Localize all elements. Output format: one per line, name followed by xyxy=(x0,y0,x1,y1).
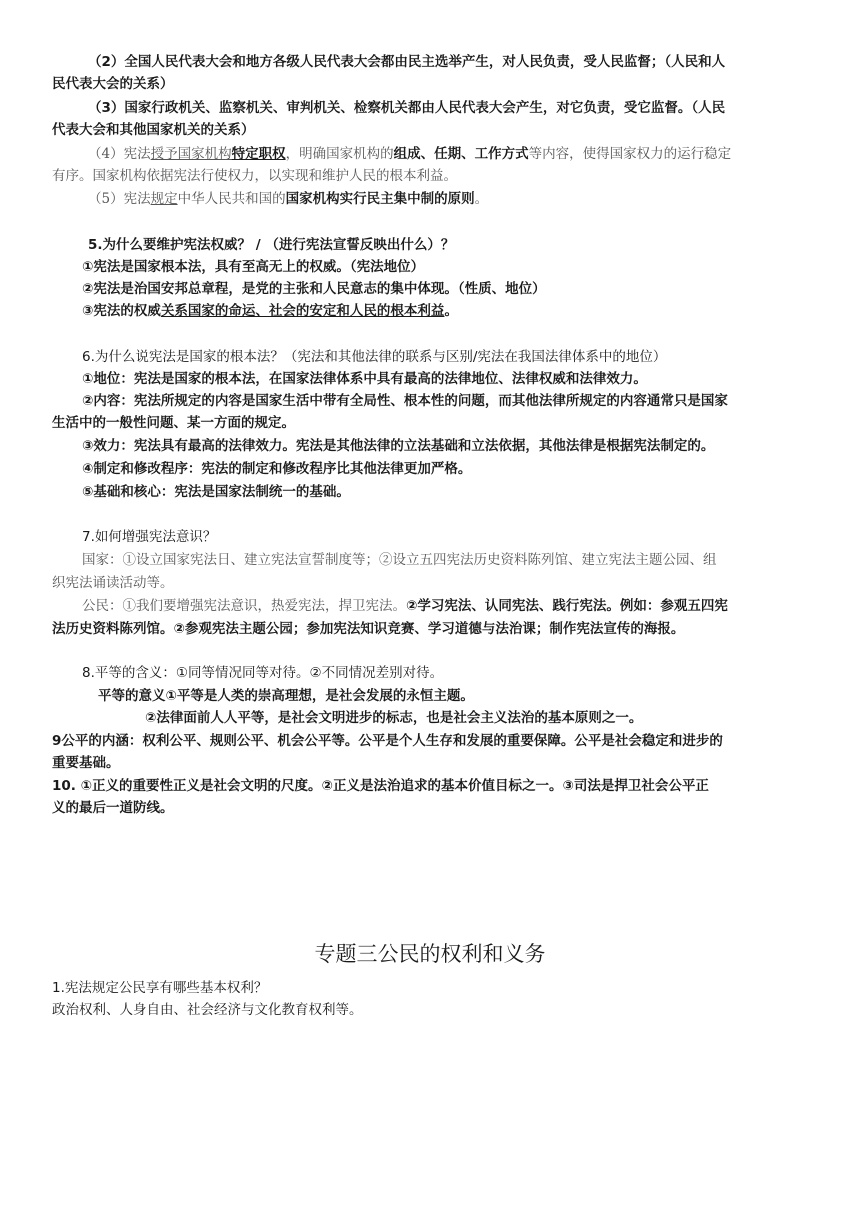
text-span: 中华人民共和国的 xyxy=(177,191,286,207)
q6-item-3: ③效力：宪法具有最高的法律效力。宪法是其他法律的立法基础和立法依据，其他法律是根据宪法制定的。 xyxy=(82,438,715,454)
q7-state-line-2: 织宪法诵读活动等。 xyxy=(52,575,174,591)
q8-line-1: 8.平等的含义：①同等情况同等对待。②不同情况差别对待。 xyxy=(82,665,444,681)
q5-heading: 5.为什么要维护宪法权威？ / （进行宪法宣誓反映出什么）？ xyxy=(88,237,455,253)
q6-item-5: ⑤基础和核心：宪法是国家法制统一的基础。 xyxy=(82,484,350,500)
paragraph-2-line-2: 民代表大会的关系） xyxy=(52,76,174,92)
text-span: （5）宪法 xyxy=(88,191,151,207)
text-span: ，明确国家机构的 xyxy=(285,146,394,162)
q5-item-2: ②宪法是治国安邦总章程，是党的主张和人民意志的集中体现。（性质、地位） xyxy=(82,281,546,297)
q8-line-3: ②法律面前人人平等，是社会文明进步的标志，也是社会主义法治的基本原则之一。 xyxy=(145,710,643,726)
topic-3-question-1: 1.宪法规定公民享有哪些基本权利？ xyxy=(52,980,268,996)
text-span: 等内容，使得国家权力的运行稳定 xyxy=(528,146,732,162)
q7-citizen-line-1 xyxy=(52,595,812,617)
q7-heading: 7.如何增强宪法意识？ xyxy=(82,529,217,545)
q9-line-2: 重要基础。 xyxy=(52,755,120,771)
q6-item-4: ④制定和修改程序：宪法的制定和修改程序比其他法律更加严格。 xyxy=(82,461,472,477)
underlined-text: 关系国家的命运、社会的安定和人民的根本利益 xyxy=(160,303,445,319)
q7-state-line-1: 国家：①设立国家宪法日、建立宪法宣誓制度等；②设立五四宪法历史资料陈列馆、建立宪法主题公园、组 xyxy=(82,552,717,568)
topic-3-answer-1: 政治权利、人身自由、社会经济与文化教育权利等。 xyxy=(52,1002,363,1018)
q5-item-1: ①宪法是国家根本法，具有至高无上的权威。（宪法地位） xyxy=(82,259,425,275)
paragraph-3-line-1: （3）国家行政机关、监察机关、审判机关、检察机关都由人民代表大会产生，对它负责，受它监督。（人民 xyxy=(88,100,726,116)
text-span: ③宪法的权威 xyxy=(82,303,161,319)
text-span: 公民：①我们要增强宪法意识，热爱宪法，捍卫宪法。 xyxy=(82,598,406,614)
bold-text: 组成、任期、工作方式 xyxy=(393,146,529,162)
q6-item-1: ①地位：宪法是国家的根本法，在国家法律体系中具有最高的法律地位、法律权威和法律效力。 xyxy=(82,371,647,387)
q6-heading: 6.为什么说宪法是国家的根本法？（宪法和其他法律的联系与区别/宪法在我国法律体系中的地位） xyxy=(82,349,667,365)
q6-item-2-line-2: 生活中的一般性问题、某一方面的规定。 xyxy=(52,415,295,431)
text-span: 。 xyxy=(474,191,489,207)
topic-3-title: 专题三公民的权利和义务 xyxy=(314,942,546,966)
text-span: 。 xyxy=(444,303,458,319)
paragraph-4-line-1 xyxy=(52,143,812,165)
q8-line-2: 平等的意义①平等是人类的崇高理想，是社会发展的永恒主题。 xyxy=(98,688,474,704)
q10-line-1: 10. ①正义的重要性正义是社会文明的尺度。②正义是法治追求的基本价值目标之一。③司法是捍卫社会公平正 xyxy=(52,778,709,794)
paragraph-5 xyxy=(52,188,812,210)
bold-text: 国家机构实行民主集中制的原则 xyxy=(285,191,475,207)
q7-citizen-line-2: 法历史资料陈列馆。②参观宪法主题公园；参加宪法知识竞赛、学习道德与法治课；制作宪法宣传的海报。 xyxy=(52,621,685,637)
q6-item-2-line-1: ②内容：宪法所规定的内容是国家生活中带有全局性、根本性的问题，而其他法律所规定的内容通常只是国家 xyxy=(82,393,728,409)
bold-text: ②学习宪法、认同宪法、践行宪法。例如：参观五四宪 xyxy=(406,598,728,614)
underlined-text: 规定 xyxy=(150,191,178,207)
paragraph-4-line-2: 有序。国家机构依据宪法行使权力，以实现和维护人民的根本利益。 xyxy=(52,168,457,184)
paragraph-2-line-1: （2）全国人民代表大会和地方各级人民代表大会都由民主选举产生，对人民负责，受人民监督；（人民和人 xyxy=(88,54,726,70)
q10-line-2: 义的最后一道防线。 xyxy=(52,800,174,816)
text-span: （4）宪法 xyxy=(88,146,151,162)
paragraph-3-line-2: 代表大会和其他国家机关的关系） xyxy=(52,122,255,138)
underlined-text: 授予国家机构 xyxy=(150,146,232,162)
q5-item-3 xyxy=(52,300,812,322)
bold-underlined-text: 特定职权 xyxy=(231,146,286,162)
q9-line-1: 9公平的内涵：权利公平、规则公平、机会公平等。公平是个人生存和发展的重要保障。公平是社会稳定和进步的 xyxy=(52,733,723,749)
